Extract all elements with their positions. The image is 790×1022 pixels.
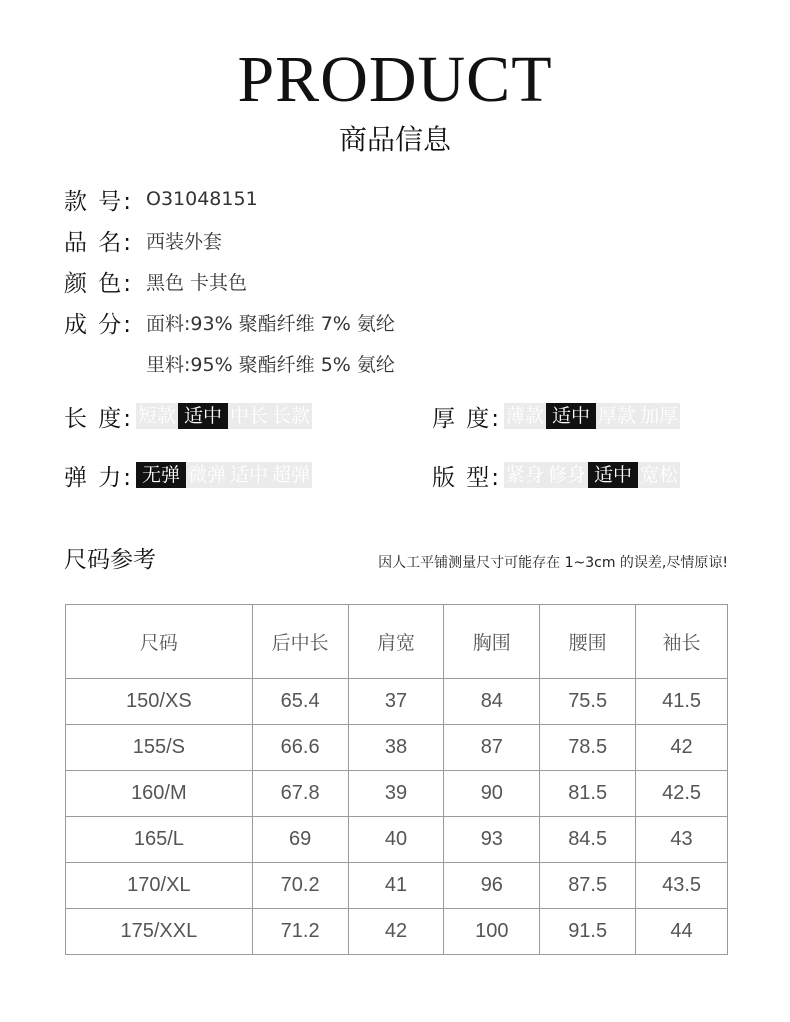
table-cell: 41 <box>348 863 444 909</box>
table-cell: 90 <box>444 771 540 817</box>
table-cell: 150/XS <box>66 679 253 725</box>
composition-fabric: 面料:93% 聚酯纤维 7% 氨纶 <box>146 312 395 335</box>
thickness-label: 厚 度: <box>432 405 502 432</box>
table-cell: 37 <box>348 679 444 725</box>
table-cell: 39 <box>348 771 444 817</box>
table-cell: 42 <box>348 909 444 955</box>
attr-thickness <box>432 401 680 431</box>
table-cell: 42 <box>636 725 728 771</box>
table-row <box>66 817 728 863</box>
table-cell: 66.6 <box>252 725 348 771</box>
elasticity-option: 无弹 <box>136 462 186 488</box>
table-cell: 38 <box>348 725 444 771</box>
table-row <box>66 909 728 955</box>
info-composition <box>64 307 395 337</box>
elasticity-option: 微弹 <box>188 464 227 486</box>
table-cell: 81.5 <box>540 771 636 817</box>
thickness-option: 适中 <box>546 403 596 429</box>
length-option: 短款 <box>138 405 177 427</box>
thickness-option: 薄款 <box>506 405 545 427</box>
header-sleeve: 袖长 <box>636 605 728 679</box>
elasticity-option: 超弹 <box>272 464 311 486</box>
color-value: 黑色 卡其色 <box>146 271 248 294</box>
table-cell: 70.2 <box>252 863 348 909</box>
style-no-value: O31048151 <box>146 188 258 210</box>
table-row <box>66 679 728 725</box>
attr-length <box>64 401 312 431</box>
size-chart-note: 因人工平铺测量尺寸可能存在 1~3cm 的误差,尽情原谅! <box>378 555 728 571</box>
style-no-label: 款 号: <box>64 188 134 215</box>
page-subtitle: 商品信息 <box>338 123 451 156</box>
fit-option: 宽松 <box>640 464 679 486</box>
table-cell: 87 <box>444 725 540 771</box>
table-cell: 91.5 <box>540 909 636 955</box>
thickness-options <box>504 403 680 429</box>
info-color <box>64 266 247 296</box>
table-cell: 93 <box>444 817 540 863</box>
table-cell: 65.4 <box>252 679 348 725</box>
attr-fit <box>432 460 680 490</box>
brand-title: PRODUCT <box>237 43 553 116</box>
fit-label: 版 型: <box>432 464 502 491</box>
info-name <box>64 225 222 255</box>
table-cell: 170/XL <box>66 863 253 909</box>
table-cell: 69 <box>252 817 348 863</box>
length-options <box>136 403 312 429</box>
table-cell: 41.5 <box>636 679 728 725</box>
info-composition-lining <box>64 348 395 378</box>
table-cell: 43.5 <box>636 863 728 909</box>
table-cell: 75.5 <box>540 679 636 725</box>
thickness-option: 加厚 <box>640 405 679 427</box>
table-cell: 40 <box>348 817 444 863</box>
thickness-option: 厚款 <box>598 405 637 427</box>
table-cell: 44 <box>636 909 728 955</box>
length-option: 长款 <box>272 405 311 427</box>
elasticity-label: 弹 力: <box>64 464 134 491</box>
length-option: 中长 <box>230 405 269 427</box>
table-cell: 87.5 <box>540 863 636 909</box>
table-row <box>66 863 728 909</box>
table-cell: 84 <box>444 679 540 725</box>
table-row <box>66 725 728 771</box>
elasticity-option: 适中 <box>230 464 269 486</box>
table-cell: 84.5 <box>540 817 636 863</box>
table-cell: 43 <box>636 817 728 863</box>
table-cell: 155/S <box>66 725 253 771</box>
info-style-no <box>64 184 258 214</box>
size-table <box>65 604 728 955</box>
fit-options <box>504 462 680 488</box>
size-chart-title: 尺码参考 <box>64 547 156 573</box>
attr-elasticity <box>64 460 312 490</box>
name-label: 品 名: <box>64 229 134 256</box>
header-chest: 胸围 <box>444 605 540 679</box>
header-back-length: 后中长 <box>252 605 348 679</box>
table-cell: 78.5 <box>540 725 636 771</box>
header-waist: 腰围 <box>540 605 636 679</box>
name-value: 西装外套 <box>146 230 223 253</box>
table-cell: 165/L <box>66 817 253 863</box>
table-row <box>66 771 728 817</box>
table-cell: 96 <box>444 863 540 909</box>
size-table-header <box>66 605 728 679</box>
table-cell: 71.2 <box>252 909 348 955</box>
length-label: 长 度: <box>64 405 134 432</box>
length-option: 适中 <box>178 403 228 429</box>
table-cell: 67.8 <box>252 771 348 817</box>
fit-option: 适中 <box>588 462 638 488</box>
table-cell: 100 <box>444 909 540 955</box>
composition-label: 成 分: <box>64 311 134 338</box>
table-cell: 42.5 <box>636 771 728 817</box>
fit-option: 修身 <box>548 464 587 486</box>
table-cell: 160/M <box>66 771 253 817</box>
header-shoulder: 肩宽 <box>348 605 444 679</box>
fit-option: 紧身 <box>506 464 545 486</box>
header-size: 尺码 <box>66 605 253 679</box>
table-cell: 175/XXL <box>66 909 253 955</box>
color-label: 颜 色: <box>64 270 134 297</box>
composition-lining: 里料:95% 聚酯纤维 5% 氨纶 <box>146 353 395 376</box>
elasticity-options <box>136 462 312 488</box>
